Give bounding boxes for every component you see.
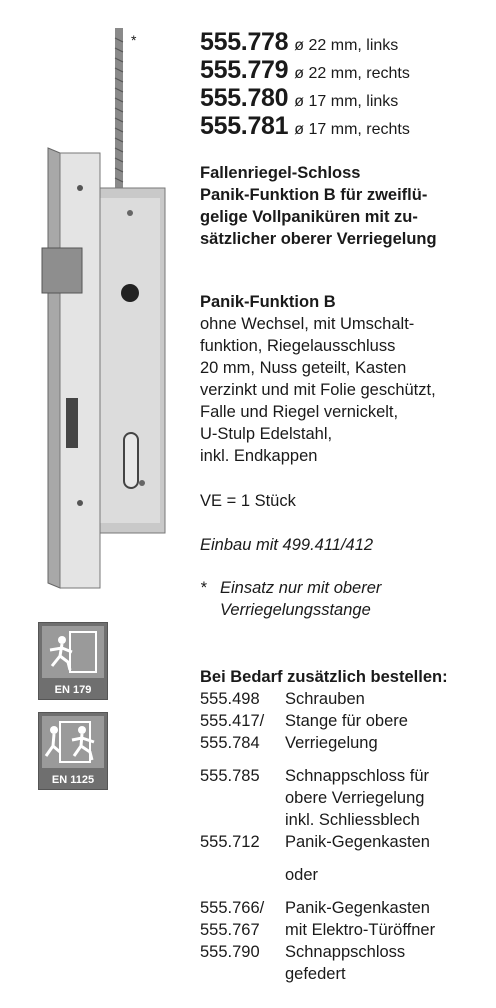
order-description: inkl. Schliessblech [285,811,420,829]
order-description: Schnappschloss [285,943,406,961]
article-description: ø 22 mm, links [294,37,399,54]
order-description: Schrauben [285,690,365,708]
order-description: Schnappschloss für [285,767,429,785]
title-line: Fallenriegel-Schloss [200,164,361,182]
order-row [200,897,430,919]
installation-note: Einbau mit 499.411/412 [200,536,374,554]
order-heading: Bei Bedarf zusätzlich bestellen: [200,668,448,686]
en179-badge [38,622,108,700]
article-description: ø 17 mm, rechts [294,121,410,138]
order-row [200,963,346,985]
order-description: obere Verriegelung [285,789,425,807]
function-line: funktion, Riegelausschluss [200,337,396,355]
order-description: Panik-Gegenkasten [285,833,430,851]
order-description: mit Elektro-Türöffner [285,921,436,939]
order-code: 555.498 [200,690,260,708]
title-line: gelige Vollpaniküren mit zu- [200,208,418,226]
product-row [200,112,410,144]
function-line: Falle und Riegel vernickelt, [200,403,399,421]
emergency-exit-icon [42,626,104,678]
footnote [200,577,381,621]
badge-label: EN 1125 [51,774,95,786]
order-code: 555.784 [200,734,260,752]
footnote-star: * [200,579,207,597]
function-line: inkl. Endkappen [200,447,318,465]
order-row [200,864,318,886]
function-description [200,291,436,467]
order-code: 555.767 [200,921,260,939]
panic-exit-icon [42,716,104,768]
order-description: Stange für obere [285,712,408,730]
order-row [200,787,424,809]
title-line: Panik-Funktion B für zweiflü- [200,186,428,204]
footnote-line: Verriegelungsstange [220,601,371,619]
function-heading: Panik-Funktion B [200,293,336,311]
order-code: 555.417/ [200,712,265,730]
order-row [200,941,405,963]
packaging-unit: VE = 1 Stück [200,492,296,510]
function-line: verzinkt und mit Folie geschützt, [200,381,436,399]
order-code: 555.790 [200,943,260,961]
article-number: 555.779 [200,56,289,84]
order-row [200,809,420,831]
order-code: 555.712 [200,833,260,851]
footnote-line: Einsatz nur mit oberer [220,579,382,597]
order-row [200,688,365,710]
order-row [200,732,378,754]
star-marker: * [131,32,137,48]
article-number: 555.778 [200,28,289,56]
order-description: oder [285,866,319,884]
function-line: U-Stulp Edelstahl, [200,425,333,443]
panic-lock-illustration [30,28,190,613]
order-code: 555.785 [200,767,260,785]
order-description: gefedert [285,965,346,983]
function-line: ohne Wechsel, mit Umschalt- [200,315,415,333]
en1125-badge [38,712,108,790]
order-row [200,765,429,787]
article-description: ø 22 mm, rechts [294,65,410,82]
article-number: 555.780 [200,84,289,112]
article-number: 555.781 [200,112,289,140]
article-description: ø 17 mm, links [294,93,399,110]
badge-label: EN 179 [54,684,92,696]
order-code: 555.766/ [200,899,265,917]
order-row [200,831,430,853]
order-row [200,710,408,732]
title-line: sätzlicher oberer Verriegelung [200,230,437,248]
order-row [200,919,435,941]
product-title [200,162,437,250]
order-description: Panik-Gegenkasten [285,899,430,917]
order-description: Verriegelung [285,734,378,752]
function-line: 20 mm, Nuss geteilt, Kasten [200,359,407,377]
